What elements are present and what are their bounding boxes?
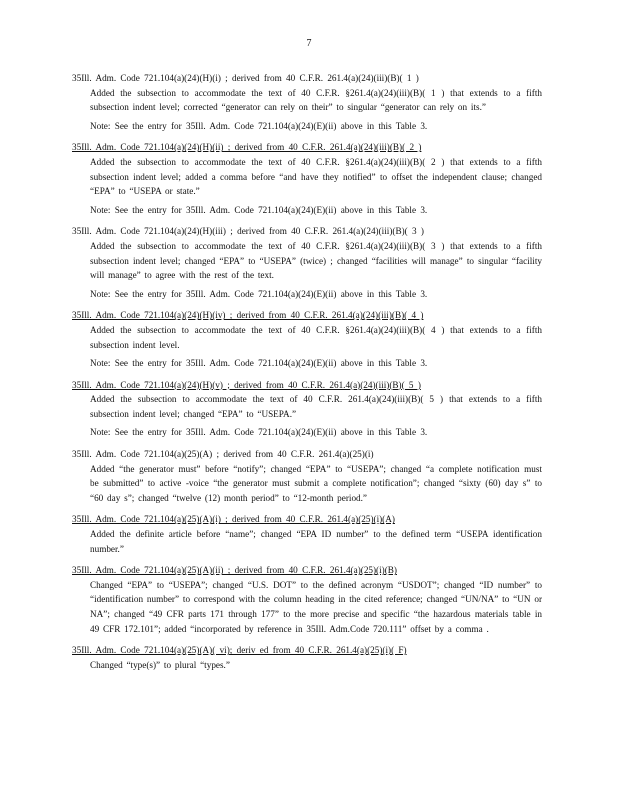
- entry-text: Added the subsection to accommodate the text of 40 C.F.R. 261.4(a)(24)(iii)(B)( 5 ) that extends to a fifth subsection indent level; changed “EPA” to “USEPA.”: [90, 394, 542, 419]
- document-body: [72, 71, 542, 679]
- table-entry: [72, 512, 542, 556]
- table-entry: [72, 224, 542, 301]
- table-entry: [72, 643, 542, 672]
- entry-note: Note: See the entry for 35Ill. Adm. Code 721.104(a)(24)(E)(ii) above in this Table 3.: [90, 358, 428, 369]
- table-entry: [72, 71, 542, 133]
- table-entry: [72, 563, 542, 636]
- entry-text: Added the subsection to accommodate the text of 40 C.F.R. §261.4(a)(24)(iii)(B)( 2 ) that extends to a fifth subsection indent level; added a comma before “and have they notified” to offset the independent clause; changed “EPA” to “USEPA or state.”: [90, 156, 542, 197]
- entry-text: Changed “EPA” to “USEPA”; changed “U.S. DOT” to the defined acronym “USDOT”; changed “ID number” to “identification number” to correspond with the column heading in the cited reference; changed “UN/NA” to “UN or NA”; changed “49 CFR parts 171 through 177” to the more precise and specific “the hazardous materials table in 49 CFR 172.101”; added “incorporated by reference in 35Ill. Adm.Code 720.111” offset by a comma .: [90, 579, 542, 634]
- entry-heading: 35Ill. Adm. Code 721.104(a)(24)(H)(v) ; derived from 40 C.F.R. 261.4(a)(24)(iii)(B)( 5 ): [72, 379, 421, 390]
- entry-note: Note: See the entry for 35Ill. Adm. Code 721.104(a)(24)(E)(ii) above in this Table 3.: [90, 288, 428, 299]
- entry-text: Added the definite article before “name”; changed “EPA ID number” to the defined term “USEPA identification number.”: [90, 529, 542, 554]
- entry-heading: 35Ill. Adm. Code 721.104(a)(25)(A)(ii) ; derived from 40 C.F.R. 261.4(a)(25)(i)(B): [72, 565, 397, 576]
- table-entry: [72, 447, 542, 505]
- entry-heading: 35Ill. Adm. Code 721.104(a)(24)(H)(iii) ; derived from 40 C.F.R. 261.4(a)(24)(iii)(B)( 3 ): [72, 226, 424, 237]
- entry-note: Note: See the entry for 35Ill. Adm. Code 721.104(a)(24)(E)(ii) above in this Table 3.: [90, 204, 428, 215]
- entry-text: Added “the generator must” before “notify”; changed “EPA” to “USEPA”; changed “a complete notification must be submitted” to active -voice “the generator must submit a complete notification”; changed “sixty (60) day s” to “60 day s”; changed “twelve (12) month period” to “12-month period.”: [90, 463, 542, 503]
- entry-text: Added the subsection to accommodate the text of 40 C.F.R. §261.4(a)(24)(iii)(B)( 3 ) that extends to a fifth subsection indent level; changed “EPA” to “USEPA” (twice) ; changed “facilities will manage” to singular “facility will manage” to agree with the rest of the text.: [90, 240, 542, 281]
- entry-heading: 35Ill. Adm. Code 721.104(a)(24)(H)(ii) ; derived from 40 C.F.R. 261.4(a)(24)(iii)(B)( 2 ): [72, 142, 422, 153]
- entry-text: Added the subsection to accommodate the text of 40 C.F.R. §261.4(a)(24)(iii)(B)( 1 ) that extends to a fifth subsection indent level; corrected “generator can rely on their” to singular “generator can rely on its.”: [90, 87, 542, 113]
- entry-note: Note: See the entry for 35Ill. Adm. Code 721.104(a)(24)(E)(ii) above in this Table 3.: [90, 427, 428, 438]
- table-entry: [72, 308, 542, 370]
- table-entry: [72, 378, 542, 440]
- entry-heading: 35Ill. Adm. Code 721.104(a)(24)(H)(i) ; derived from 40 C.F.R. 261.4(a)(24)(iii)(B)( 1 ): [72, 73, 419, 83]
- entry-heading: 35Ill. Adm. Code 721.104(a)(25)(A) ; derived from 40 C.F.R. 261.4(a)(25)(i): [72, 449, 374, 460]
- page-number: 7: [306, 38, 312, 49]
- table-entry: [72, 140, 542, 217]
- entry-heading: 35Ill. Adm. Code 721.104(a)(25)(A)(i) ; derived from 40 C.F.R. 261.4(a)(25)(i)(A): [72, 514, 395, 525]
- entry-heading: 35Ill. Adm. Code 721.104(a)(24)(H)(iv) ; derived from 40 C.F.R. 261.4(a)(24)(iii)(B)( 4 ): [72, 310, 424, 321]
- entry-note: Note: See the entry for 35Ill. Adm. Code 721.104(a)(24)(E)(ii) above in this Table 3.: [90, 120, 428, 131]
- entry-text: Changed “type(s)” to plural “types.”: [90, 659, 230, 670]
- entry-heading: 35Ill. Adm. Code 721.104(a)(25)(A)( vi); deriv ed from 40 C.F.R. 261.4(a)(25)(i)( F): [72, 645, 407, 656]
- entry-text: Added the subsection to accommodate the text of 40 C.F.R. §261.4(a)(24)(iii)(B)( 4 ) that extends to a fifth subsection indent level.: [90, 324, 542, 350]
